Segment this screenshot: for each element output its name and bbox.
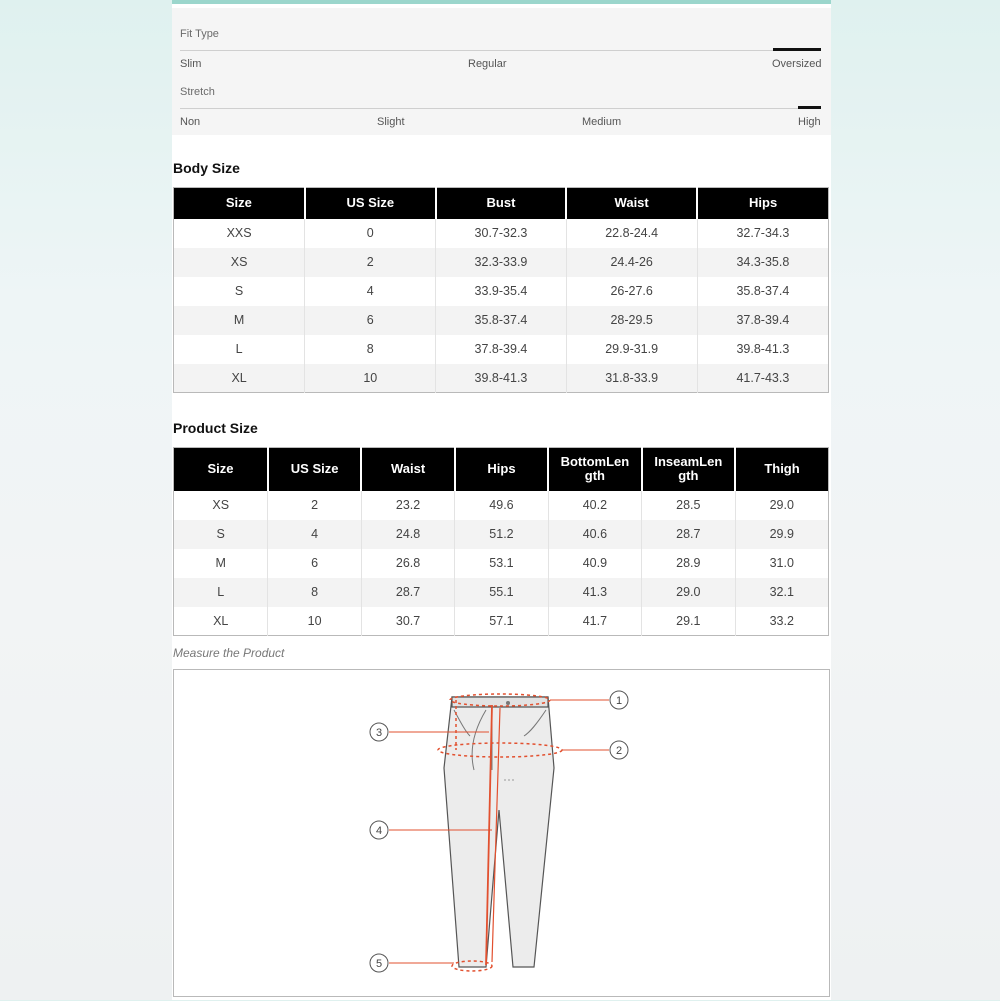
product-header-thigh: Thigh [735,448,828,491]
table-cell: L [174,578,268,607]
table-cell: 6 [268,549,361,578]
table-cell: 10 [305,364,436,393]
product-size-title: Product Size [173,420,258,436]
table-cell: XXS [226,226,252,240]
table-row [174,491,829,520]
size-guide-panel [172,0,831,1000]
table-cell: 33.9-35.4 [436,277,566,306]
table-cell: 30.7-32.3 [436,219,566,248]
product-header-size: Size [174,448,268,491]
product-header-hips: Hips [455,448,548,491]
marker-label-2: 2 [615,745,623,757]
table-cell: M [215,556,226,570]
fit-type-label-regular: Regular [468,58,507,70]
fit-type-title: Fit Type [180,28,219,40]
table-cell: 32.7-34.3 [697,219,828,248]
table-cell: 40.2 [548,491,641,520]
stretch-label-non: Non [180,116,201,128]
table-cell: 55.1 [455,578,548,607]
product-header-waist: Waist [361,448,454,491]
table-cell: 34.3-35.8 [697,248,828,277]
product-header-us-size: US Size [268,448,361,491]
fit-type-indicator [773,48,821,51]
table-cell: S [234,284,244,298]
table-cell: 28.7 [361,578,454,607]
table-cell: 51.2 [455,520,548,549]
table-cell: 29.0 [735,491,828,520]
table-cell: 33.2 [735,607,828,636]
body-header-waist: Waist [566,188,697,219]
table-cell: 4 [268,520,361,549]
table-cell: 0 [305,219,436,248]
table-row [174,248,829,277]
table-cell: 28.7 [642,520,735,549]
table-cell: 28.9 [642,549,735,578]
table-cell: 8 [268,578,361,607]
table-cell: 37.8-39.4 [697,306,828,335]
table-cell: 31.0 [735,549,828,578]
table-cell: L [235,342,243,356]
table-cell: 32.3-33.9 [436,248,566,277]
marker-label-3: 3 [375,727,383,739]
table-cell: 41.7 [548,607,641,636]
table-row [174,306,829,335]
table-cell: 10 [268,607,361,636]
fit-stretch-area [172,8,831,135]
product-size-header-row [174,448,829,491]
stretch-title: Stretch [180,86,215,98]
stretch-label-high: High [798,116,821,128]
table-cell: XL [174,364,305,393]
table-cell: 41.7-43.3 [697,364,828,393]
body-header-size: Size [174,188,305,219]
table-cell: 29.9 [735,520,828,549]
fit-type-track [180,50,821,51]
body-size-title: Body Size [173,160,240,176]
table-cell: 6 [305,306,436,335]
marker-label-5: 5 [375,958,383,970]
stretch-label-slight: Slight [377,116,405,128]
table-cell: 24.8 [361,520,454,549]
fit-type-label-oversized: Oversized [772,58,822,70]
body-header-hips: Hips [697,188,828,219]
table-cell: XS [174,248,305,277]
table-cell: 41.3 [548,578,641,607]
table-row [174,578,829,607]
table-cell: XS [212,498,230,512]
table-cell: XL [213,613,229,628]
marker-2 [610,741,628,759]
table-cell: 32.1 [735,578,828,607]
table-cell: 24.4-26 [566,248,697,277]
table-cell: 53.1 [455,549,548,578]
table-cell: 29.1 [642,607,735,636]
top-accent-bar [172,0,831,4]
table-row [174,607,829,636]
table-row [174,277,829,306]
marker-4 [370,821,388,839]
table-cell: 26-27.6 [566,277,697,306]
table-cell: 22.8-24.4 [566,219,697,248]
table-cell: 28-29.5 [566,306,697,335]
stretch-label-medium: Medium [582,116,622,128]
product-header-inseam-length: InseamLen gth [642,448,735,491]
marker-3 [370,723,388,741]
table-cell: 49.6 [455,491,548,520]
marker-label-1: 1 [615,695,623,707]
table-cell: 30.7 [361,607,454,636]
table-cell: 8 [305,335,436,364]
marker-label-4: 4 [375,825,383,837]
table-cell: M [174,306,305,335]
marker-1 [610,691,628,709]
pants-measure-diagram [174,670,829,996]
body-header-us-size: US Size [305,188,436,219]
table-row [174,364,829,393]
table-row [174,219,829,248]
table-cell: 28.5 [642,491,735,520]
table-cell: 2 [268,491,361,520]
table-row [174,520,829,549]
table-row [174,335,829,364]
table-cell: 35.8-37.4 [697,277,828,306]
stretch-indicator [798,106,821,109]
table-row [174,549,829,578]
marker-5 [370,954,388,972]
stretch-track [180,108,821,109]
table-cell: 35.8-37.4 [436,306,566,335]
table-cell: 29.9-31.9 [566,335,697,364]
table-cell: 37.8-39.4 [436,335,566,364]
fit-type-label-slim: Slim [180,58,202,70]
table-cell: 57.1 [455,607,548,636]
table-cell: 2 [305,248,436,277]
table-cell: 26.8 [361,549,454,578]
table-cell: 39.8-41.3 [436,364,566,393]
table-cell: S [174,520,268,549]
table-cell: 4 [305,277,436,306]
table-cell: 40.6 [548,520,641,549]
body-size-table [173,187,829,393]
body-size-header-row [174,188,829,219]
product-size-table [173,447,829,636]
table-cell: 31.8-33.9 [566,364,697,393]
table-cell: 23.2 [361,491,454,520]
table-cell: 39.8-41.3 [697,335,828,364]
measure-product-title: Measure the Product [173,646,285,660]
body-header-bust: Bust [436,188,566,219]
table-cell: 29.0 [642,578,735,607]
table-cell: 40.9 [548,549,641,578]
product-header-bottom-length: BottomLen gth [548,448,641,491]
measure-diagram-box [173,669,830,997]
